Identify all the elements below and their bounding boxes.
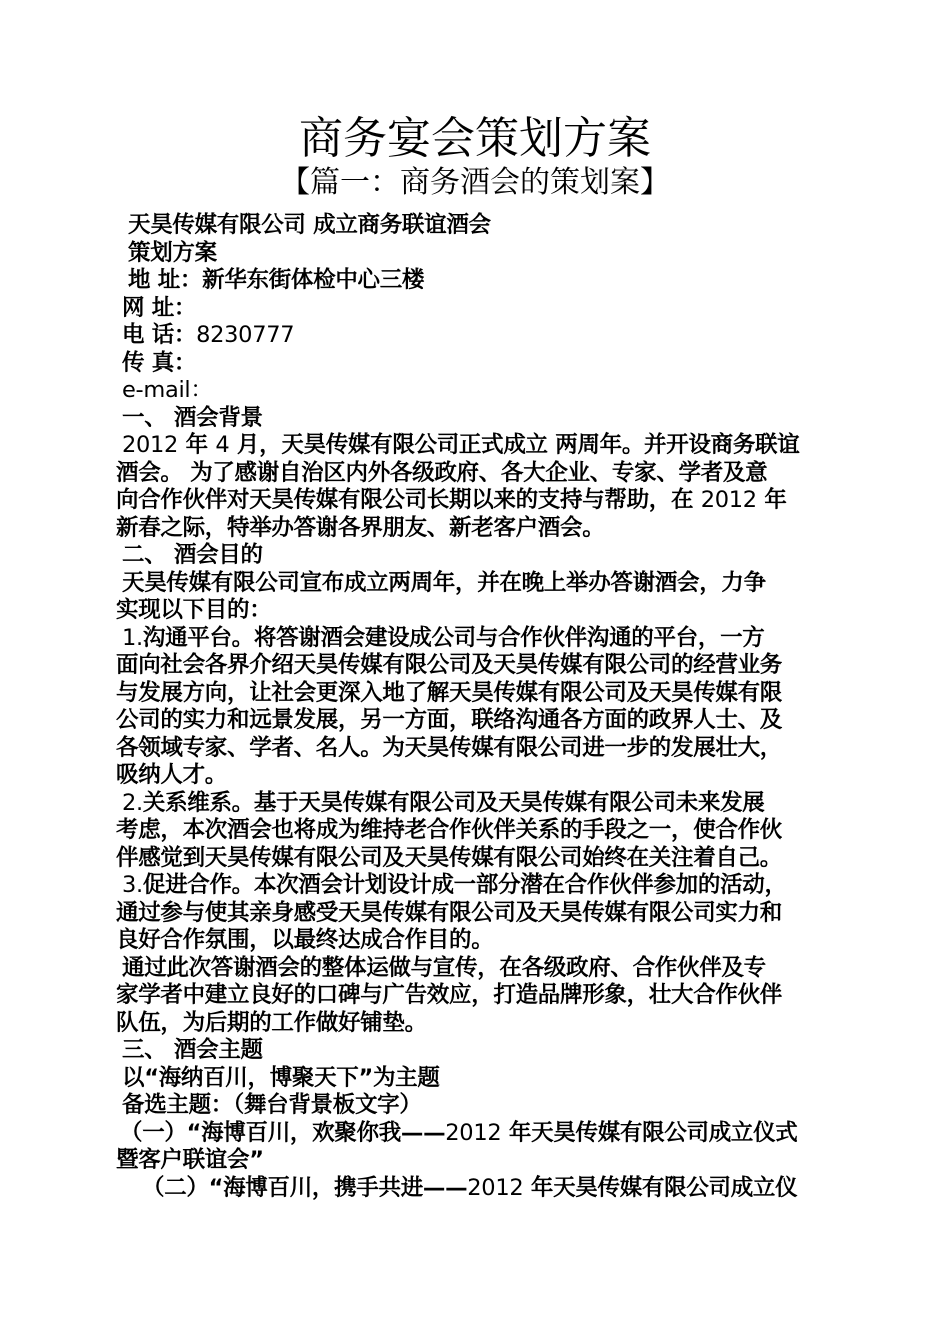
paragraph-line: 各领域专家、学者、名人。为天昊传媒有限公司进一步的发展壮大， xyxy=(116,734,783,761)
paragraph-line: 备选主题：（舞台背景板文字） xyxy=(122,1092,422,1118)
address-line: 地 址：新华东街体检中心三楼 xyxy=(128,267,425,293)
paragraph-line: 以“海纳百川，博聚天下”为主题 xyxy=(122,1064,440,1091)
paragraph-line: 新春之际，特举办答谢各界朋友、新老客户酒会。 xyxy=(116,514,605,541)
company-event-line: 天昊传媒有限公司 成立商务联谊酒会 xyxy=(128,212,491,238)
paragraph-line: （二）“海博百川，携手共进——2012 年天昊传媒有限公司成立仪 xyxy=(142,1174,798,1201)
paragraph-line: 向合作伙伴对天昊传媒有限公司长期以来的支持与帮助，在 2012 年 xyxy=(116,487,787,513)
paragraph-line: 面向社会各界介绍天昊传媒有限公司及天昊传媒有限公司的经营业务 xyxy=(116,652,783,678)
paragraph-line: 队伍，为后期的工作做好铺垫。 xyxy=(116,1009,427,1036)
plan-label-line: 策划方案 xyxy=(128,239,217,266)
email-line: e-mail： xyxy=(122,377,213,403)
fax-line: 传 真： xyxy=(122,349,197,376)
paragraph-line: 3.促进合作。本次酒会计划设计成一部分潜在合作伙伴参加的活动， xyxy=(122,872,787,898)
document-subtitle: 【篇一：商务酒会的策划案】 xyxy=(280,165,670,200)
paragraph-line: 2.关系维系。基于天昊传媒有限公司及天昊传媒有限公司未来发展 xyxy=(122,789,765,816)
paragraph-line: 与发展方向，让社会更深入地了解天昊传媒有限公司及天昊传媒有限 xyxy=(116,679,783,706)
paragraph-line: 良好合作氛围，以最终达成合作目的。 xyxy=(116,927,494,953)
section-heading-1: 一、 酒会背景 xyxy=(122,404,263,431)
paragraph-line: 通过此次答谢酒会的整体运做与宣传，在各级政府、合作伙伴及专 xyxy=(122,954,766,981)
paragraph-line: 2012 年 4 月，天昊传媒有限公司正式成立 两周年。并开设商务联谊 xyxy=(122,432,800,458)
paragraph-line: 实现以下目的： xyxy=(116,597,272,623)
paragraph-line: 酒会。 为了感谢自治区内外各级政府、各大企业、专家、学者及意 xyxy=(116,459,768,486)
section-heading-3: 三、 酒会主题 xyxy=(122,1037,263,1063)
section-heading-2: 二、 酒会目的 xyxy=(122,542,263,568)
phone-line: 电 话：8230777 xyxy=(122,322,295,348)
paragraph-line: 通过参与使其亲身感受天昊传媒有限公司及天昊传媒有限公司实力和 xyxy=(116,899,783,926)
paragraph-line: 1.沟通平台。将答谢酒会建设成公司与合作伙伴沟通的平台，一方 xyxy=(122,624,765,651)
paragraph-line: 吸纳人才。 xyxy=(116,762,228,788)
paragraph-line: （一）“海博百川，欢聚你我——2012 年天昊传媒有限公司成立仪式 xyxy=(120,1119,798,1146)
document-title: 商务宴会策划方案 xyxy=(299,113,651,164)
paragraph-line: 伴感觉到天昊传媒有限公司及天昊传媒有限公司始终在关注着自己。 xyxy=(116,844,783,871)
document-body xyxy=(116,212,838,1202)
paragraph-line: 暨客户联谊会” xyxy=(116,1147,264,1173)
paragraph-line: 家学者中建立良好的口碑与广告效应，打造品牌形象，壮大合作伙伴 xyxy=(116,982,783,1008)
website-line: 网 址： xyxy=(122,294,197,321)
paragraph-line: 考虑，本次酒会也将成为维持老合作伙伴关系的手段之一，使合作伙 xyxy=(116,817,783,843)
paragraph-line: 公司的实力和远景发展，另一方面，联络沟通各方面的政界人士、及 xyxy=(116,707,783,733)
paragraph-line: 天昊传媒有限公司宣布成立两周年，并在晚上举办答谢酒会，力争 xyxy=(122,569,766,596)
